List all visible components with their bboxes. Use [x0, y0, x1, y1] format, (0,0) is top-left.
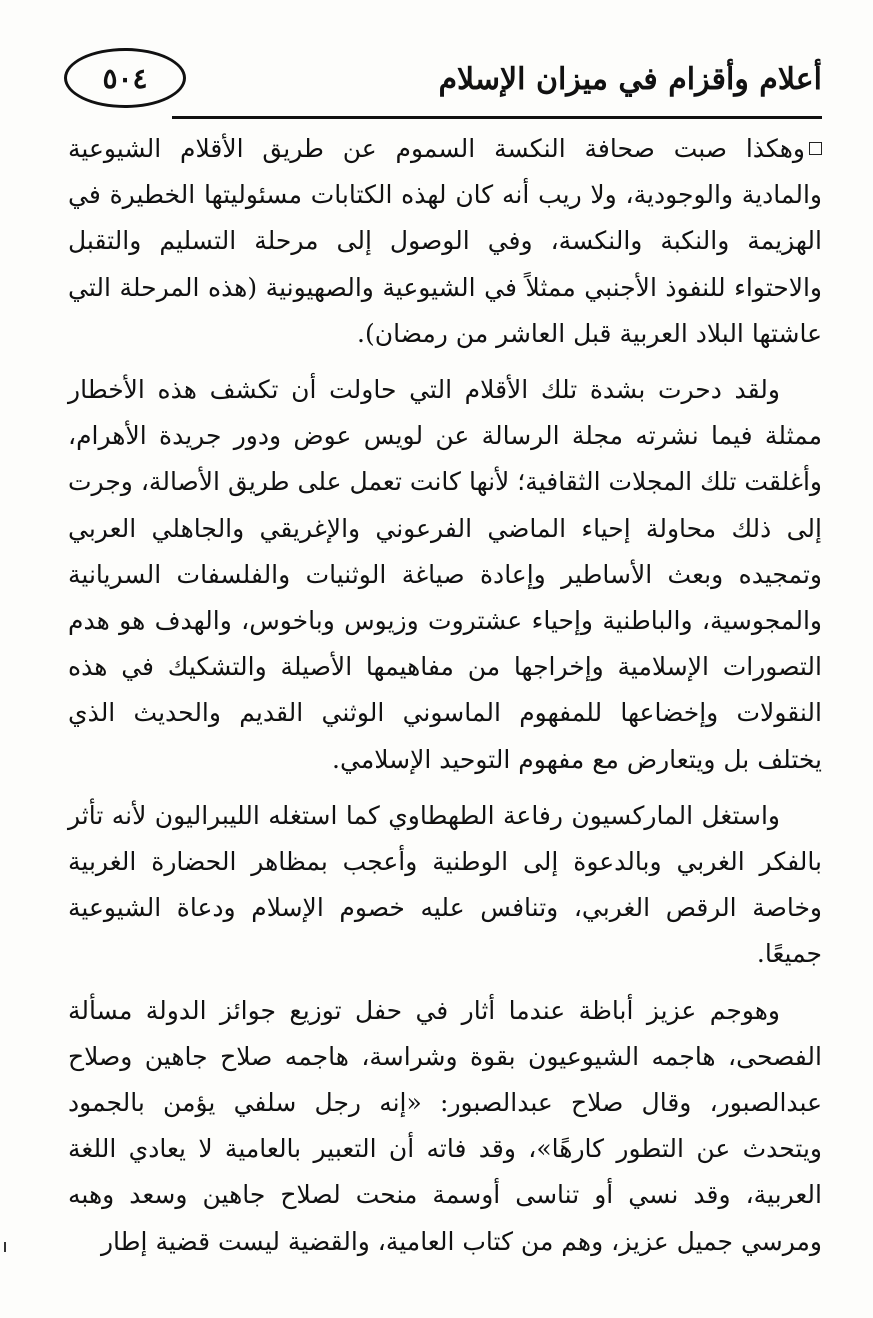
page-number: ٥٠٤ — [102, 61, 148, 95]
scan-edge-mark — [4, 1242, 6, 1252]
header-rule — [172, 116, 822, 119]
paragraph-3: واستغل الماركسيون رفاعة الطهطاوي كما استغله الليبراليون لأنه تأثر بالفكر الغربي وبالدعوة إلى الوطنية وأعجب بمظاهر الحضارة الغربية وخاصة الرقص الغربي، وتنافس عليه خصوم الإسلام ودعاة الشيوعية جميعًا. — [68, 800, 822, 969]
page-header — [64, 48, 822, 122]
footnote-marker-icon — [809, 142, 822, 155]
paragraph-2: ولقد دحرت بشدة تلك الأقلام التي حاولت أن تكشف هذه الأخطار ممثلة فيما نشرته مجلة الرسالة عن لويس عوض ودور جريدة الأهرام، وأغلقت تلك المجلات الثقافية؛ لأنها كانت تعمل على طريق الأصالة، وجرت إلى ذلك محاولة إحياء الماضي الفرعوني والإغريقي والجاهلي العربي وتمجيده وبعث الأساطير وإعادة صياغة الوثنيات والفلسفات السريانية والمجوسية، والباطنية وإحياء عشتروت وزيوس وباخوس، والهدف هو هدم التصورات الإسلامية وإخراجها من مفاهيمها الأصيلة والتشكيك في هذه النقولات وإخضاعها للمفهوم الماسوني الوثني القديم والحديث الذي يختلف بل ويتعارض مع مفهوم التوحيد الإسلامي. — [68, 375, 822, 774]
page-number-oval — [64, 48, 186, 108]
body-text — [68, 126, 822, 1275]
running-title: أعلام وأقزام في ميزان الإسلام — [438, 62, 822, 97]
paragraph-1 — [68, 126, 822, 357]
paragraph-1-text: وهكذا صبت صحافة النكسة السموم عن طريق الأقلام الشيوعية والمادية والوجودية، ولا ريب أنه كان لهذه الكتابات مسئوليتها الخطيرة في الهزيمة والنكبة والنكسة، وفي الوصول إلى مرحلة التسليم والتقبل والاحتواء للنفوذ الأجنبي ممثلاً في الشيوعية والصهيونية (هذه المرحلة التي عاشتها البلاد العربية قبل العاشر من رمضان). — [68, 134, 822, 348]
paragraph-4: وهوجم عزيز أباظة عندما أثار في حفل توزيع جوائز الدولة مسألة الفصحى، هاجمه الشيوعيون بقوة وشراسة، هاجمه صلاح جاهين وصلاح عبدالصبور، وقال صلاح عبدالصبور: «إنه رجل سلفي يؤمن بالجمود ويتحدث عن التطور كارهًا»، وقد فاته أن التعبير بالعامية لا يعادي اللغة العربية، وقد نسي أو تناسى أوسمة منحت لصلاح جاهين وسعد وهبه ومرسي جميل عزيز، وهم من كتاب العامية، والقضية ليست قضية إطار — [68, 995, 822, 1256]
